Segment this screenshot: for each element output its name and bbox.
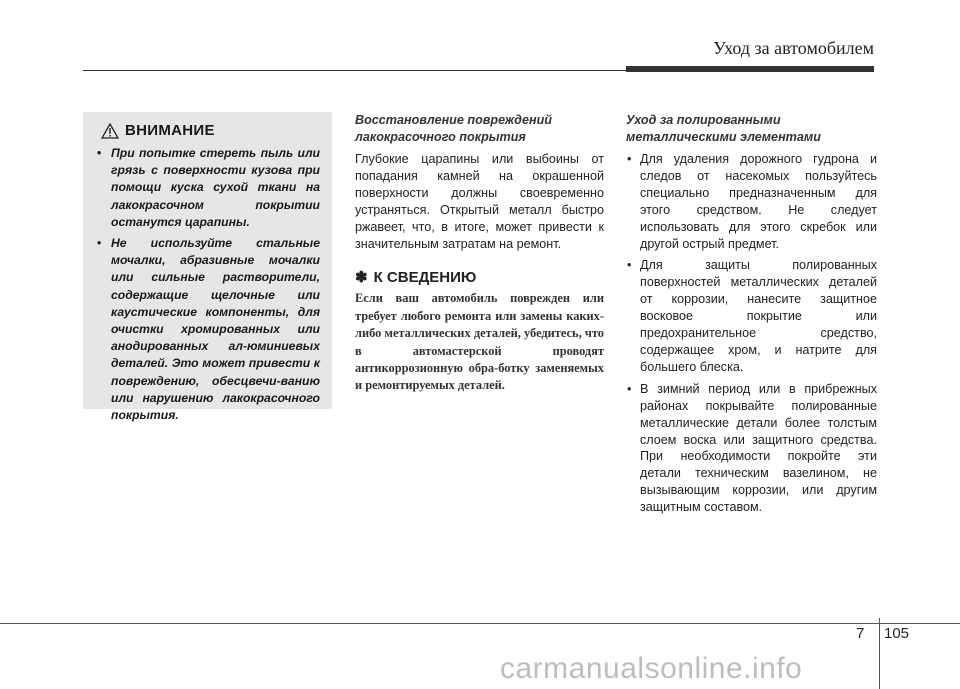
watermark: carmanualsonline.info (500, 652, 803, 685)
header-accent-bar (626, 66, 874, 72)
warning-box (83, 112, 332, 423)
paint-repair-heading: Восстановление повреждений лакокрасочного покрытия (355, 113, 552, 144)
warning-item-text: Не используйте стальные мочалки, абразивные мочалки или сильные растворители, содержащие щелочные или каустические компоненты, для очистки хромированных или анодированных ал-юминиевых деталей. Это может привести к повреждению, обесцвечи-ванию или нарушению лакокрасочного покрытия. (111, 236, 320, 423)
warning-title: ВНИМАНИЕ (125, 122, 215, 139)
footer-rule (0, 623, 960, 624)
paint-repair-section (355, 112, 604, 395)
polished-metal-heading: Уход за полированными металлическими элементами (626, 113, 821, 144)
warning-item-text: При попытке стереть пыль или грязь с поверхности кузова при помощи куска сухой ткани на лакокрасочном покрытии останутся царапины. (111, 146, 320, 229)
warning-header (101, 122, 320, 139)
warning-item: • Не используйте стальные мочалки, абразивные мочалки или сильные растворители, содержащие щелочные или каустические компоненты, для очистки хромированных или анодированных ал-юминиевых деталей. Это может привести к повреждению, обесцвечи-ванию или нарушению лакокрасочного покрытия. (97, 236, 320, 423)
list-item-text: В зимний период или в прибрежных районах покрывайте полированные металлические детали более толстым слоем воска или защитного средства. При необходимости покройте эти детали техническим вазелином, не вызывающим коррозии, или другим защитным составом. (640, 381, 877, 515)
list-item-text: Для удаления дорожного гудрона и следов от насекомых пользуйтесь специально предназначенным для этого средством. Не следует использовать для этого скребок или другой острый предмет. (640, 152, 877, 251)
asterisk-note-icon: ✽ (355, 269, 368, 287)
page-header-title: Уход за автомобилем (713, 38, 874, 58)
info-text: Если ваш автомобиль поврежден или требует любого ремонта или замены каких-либо металлических деталей, убедитесь, что в автомастерской проводят антикоррозионную обра-ботку заменяемых и ремонтируемых деталей. (355, 291, 604, 393)
list-item-text: Для защиты полированных поверхностей металлических деталей от коррозии, нанесите защитное восковое покрытие или предохранительное средство, содержащее хром, и натрите для большего блеска. (640, 258, 877, 374)
list-item: • Для защиты полированных поверхностей металлических деталей от коррозии, нанесите защитное восковое покрытие или предохранительное средство, содержащее хром, и натрите для большего блеска. (627, 258, 877, 374)
chapter-number: 7 (856, 625, 865, 642)
warning-item: • При попытке стереть пыль или грязь с поверхности кузова при помощи куска сухой ткани на лакокрасочном покрытии останутся царапины. (97, 146, 320, 229)
info-title: К СВЕДЕНИЮ (373, 268, 477, 286)
warning-triangle-icon (101, 123, 119, 139)
warning-list (95, 145, 320, 424)
list-item: • В зимний период или в прибрежных районах покрывайте полированные металлические детали более толстым слоем воска или защитного средства. При необходимости покройте эти детали техническим вазелином, не вызывающим коррозии, или другим защитным составом. (627, 381, 877, 515)
list-item: • Для удаления дорожного гудрона и следов от насекомых пользуйтесь специально предназначенным для этого средством. Не следует использовать для этого скребок или другой острый предмет. (627, 152, 877, 251)
footer-divider (879, 618, 880, 689)
polished-metal-list (626, 151, 877, 516)
polished-metal-section (626, 112, 877, 521)
page-number: 105 (884, 625, 910, 642)
info-header (355, 268, 604, 286)
paint-repair-text: Глубокие царапины или выбоины от попадания камней на окрашенной поверхности должны своевременно устраняться. Открытый металл быстро ржавеет, что, в итоге, может привести к значительным затратам на ремонт. (355, 152, 604, 251)
